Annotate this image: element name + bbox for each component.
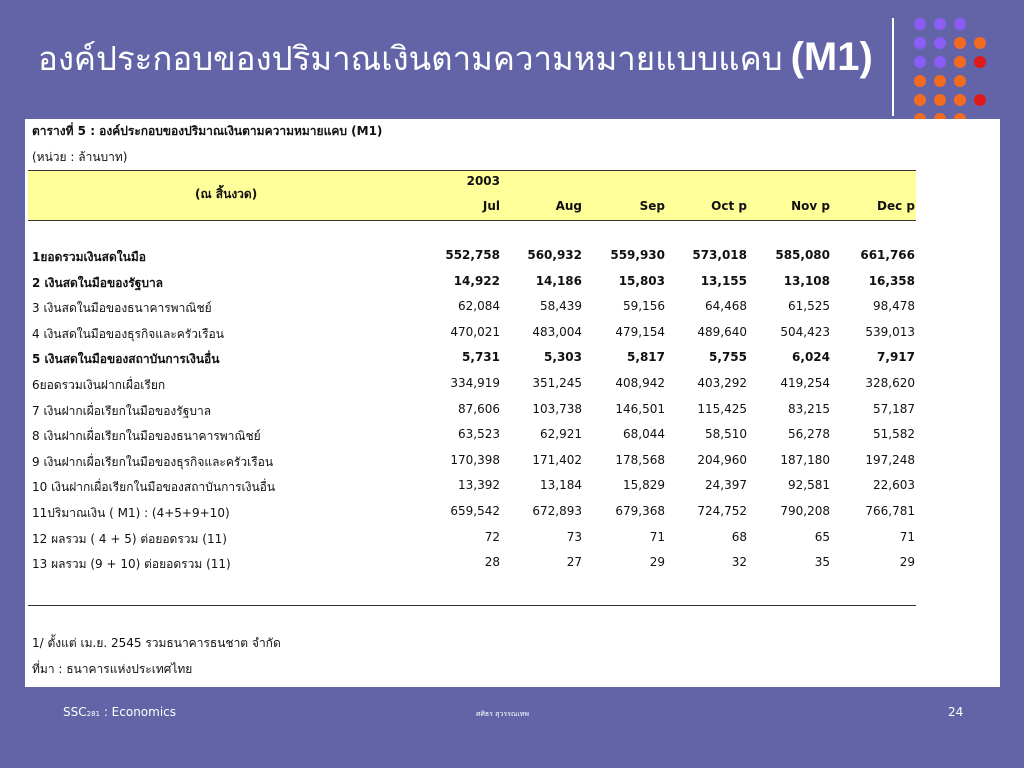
row-value: 419,254	[780, 376, 830, 390]
row-value: 62,084	[458, 299, 500, 314]
course-suffix: : Economics	[100, 705, 177, 719]
row-value: 13,108	[783, 273, 830, 288]
row-value: 5,755	[709, 350, 747, 365]
decorative-dot	[914, 75, 926, 87]
row-value: 22,603	[873, 478, 915, 493]
month-header: Sep	[639, 199, 665, 213]
row-value: 7,917	[877, 350, 915, 365]
row-label: 5 เงินสดในมือของสถาบันการเงินอื่น	[32, 352, 220, 367]
row-value: 479,154	[615, 324, 665, 339]
row-value: 16,358	[868, 273, 915, 288]
row-value: 559,930	[610, 248, 665, 262]
row-value: 56,278	[788, 427, 830, 442]
date-header: (ณ สิ้นงวด)	[195, 187, 258, 201]
dot-grid-decoration	[914, 18, 1010, 122]
row-value: 766,781	[865, 504, 915, 518]
decorative-dot	[954, 56, 966, 68]
row-value: 13,155	[700, 273, 747, 288]
row-value: 87,606	[458, 401, 500, 416]
row-value: 672,893	[532, 504, 582, 518]
row-value: 171,402	[532, 452, 582, 467]
table-row	[25, 272, 925, 294]
title-code: (M1)	[790, 35, 873, 79]
table-row	[25, 553, 925, 575]
table-row	[25, 425, 925, 447]
row-value: 489,640	[697, 324, 747, 339]
decorative-dot	[954, 37, 966, 49]
row-value: 334,919	[450, 376, 500, 390]
table-row	[25, 528, 925, 550]
title-divider-line	[892, 18, 894, 116]
row-value: 32	[731, 555, 747, 570]
decorative-dot	[954, 18, 966, 30]
row-value: 351,245	[532, 376, 582, 390]
row-value: 62,921	[540, 427, 582, 442]
decorative-dot	[974, 94, 986, 106]
row-value: 552,758	[445, 248, 500, 262]
row-value: 204,960	[697, 452, 747, 467]
row-value: 661,766	[860, 248, 915, 262]
table-row	[25, 374, 925, 396]
decorative-dot	[914, 37, 926, 49]
row-value: 58,510	[705, 427, 747, 442]
row-value: 73	[566, 529, 582, 544]
decorative-dot	[934, 56, 946, 68]
row-value: 13,392	[458, 478, 500, 493]
decorative-dot	[954, 94, 966, 106]
row-value: 83,215	[788, 401, 830, 416]
row-value: 29	[649, 555, 665, 570]
row-value: 92,581	[788, 478, 830, 493]
decorative-dot	[974, 56, 986, 68]
row-value: 539,013	[865, 324, 915, 339]
table-title: ตารางที่ 5 : องค์ประกอบของปริมาณเงินตามความหมายแคบ (M1)	[32, 124, 383, 138]
row-value: 28	[484, 555, 500, 570]
row-value: 115,425	[697, 401, 747, 416]
row-value: 5,817	[627, 350, 665, 365]
row-value: 65	[814, 529, 830, 544]
decorative-dot	[914, 18, 926, 30]
row-value: 483,004	[532, 324, 582, 339]
row-value: 178,568	[615, 452, 665, 467]
table-row	[25, 323, 925, 345]
month-header: Dec p	[877, 199, 915, 213]
decorative-dot	[914, 56, 926, 68]
row-value: 51,582	[873, 427, 915, 442]
month-header: Aug	[555, 199, 582, 213]
row-label: 10 เงินฝากเผื่อเรียกในมือของสถาบันการเงินอื่น	[32, 480, 276, 495]
row-value: 68	[731, 529, 747, 544]
row-value: 659,542	[450, 504, 500, 518]
table-bottom-rule	[28, 605, 916, 606]
table-image-panel	[25, 119, 1000, 687]
row-value: 58,439	[540, 299, 582, 314]
course-number: 281	[86, 710, 100, 718]
row-value: 6,024	[792, 350, 830, 365]
row-value: 197,248	[865, 452, 915, 467]
table-row	[25, 502, 925, 524]
row-value: 14,186	[535, 273, 582, 288]
row-value: 72	[484, 529, 500, 544]
row-label: 13 ผลรวม (9 + 10) ต่อยอดรวม (11)	[32, 557, 231, 572]
row-value: 504,423	[780, 324, 830, 339]
row-value: 63,523	[458, 427, 500, 442]
row-value: 560,932	[527, 248, 582, 262]
month-header: Jul	[482, 199, 500, 213]
table-row	[25, 476, 925, 498]
table-unit: (หน่วย : ล้านบาท)	[32, 150, 128, 164]
row-value: 146,501	[615, 401, 665, 416]
row-value: 35	[814, 555, 830, 570]
row-value: 71	[649, 529, 665, 544]
row-value: 573,018	[692, 248, 747, 262]
year-header: 2003	[466, 174, 500, 188]
slide-title	[38, 32, 873, 85]
row-value: 59,156	[623, 299, 665, 314]
row-value: 790,208	[780, 504, 830, 518]
row-value: 61,525	[788, 299, 830, 314]
decorative-dot	[934, 94, 946, 106]
row-label: 11ปริมาณเงิน ( M1) : (4+5+9+10)	[32, 506, 230, 520]
row-value: 13,184	[540, 478, 582, 493]
month-header: Oct p	[711, 199, 747, 213]
month-header: Nov p	[791, 199, 830, 213]
row-value: 679,368	[615, 504, 665, 518]
table-row	[25, 246, 925, 268]
row-value: 14,922	[453, 273, 500, 288]
table-row	[25, 451, 925, 473]
row-value: 15,829	[623, 478, 665, 493]
row-value: 71	[899, 529, 915, 544]
row-label: 8 เงินฝากเผื่อเรียกในมือของธนาคารพาณิชย์	[32, 429, 261, 444]
source-note: ที่มา : ธนาคารแห่งประเทศไทย	[32, 662, 193, 676]
table-row	[25, 348, 925, 370]
decorative-dot	[934, 18, 946, 30]
row-value: 187,180	[780, 452, 830, 467]
decorative-dot	[954, 75, 966, 87]
row-value: 68,044	[623, 427, 665, 442]
course-label	[63, 705, 176, 719]
row-value: 98,478	[873, 299, 915, 314]
row-value: 64,468	[705, 299, 747, 314]
row-value: 5,303	[544, 350, 582, 365]
row-value: 470,021	[450, 324, 500, 339]
row-value: 403,292	[697, 376, 747, 390]
page-number: 24	[948, 705, 964, 719]
footnote: 1/ ตั้งแต่ เม.ย. 2545 รวมธนาคารธนชาต จำกัด	[32, 636, 281, 650]
row-value: 27	[566, 555, 582, 570]
decorative-dot	[914, 94, 926, 106]
course-prefix: SSC	[63, 705, 87, 719]
author-name: ศศิธร สุวรรณเทพ	[476, 710, 529, 718]
row-label: 9 เงินฝากเผื่อเรียกในมือของธุรกิจและครัวเรือน	[32, 454, 274, 469]
row-value: 29	[899, 555, 915, 570]
row-value: 724,752	[697, 504, 747, 518]
row-value: 170,398	[450, 452, 500, 467]
header-top-rule	[28, 170, 916, 171]
row-value: 15,803	[618, 273, 665, 288]
row-value: 408,942	[615, 376, 665, 390]
header-bottom-rule	[28, 220, 916, 221]
row-value: 328,620	[865, 376, 915, 390]
row-value: 5,731	[462, 350, 500, 365]
row-value: 24,397	[705, 478, 747, 493]
decorative-dot	[934, 75, 946, 87]
table-row	[25, 400, 925, 422]
row-label: 7 เงินฝากเผื่อเรียกในมือของรัฐบาล	[32, 403, 212, 418]
row-label: 12 ผลรวม ( 4 + 5) ต่อยอดรวม (11)	[32, 531, 227, 546]
row-value: 585,080	[775, 248, 830, 262]
row-label: 3 เงินสดในมือของธนาคารพาณิชย์	[32, 301, 212, 316]
title-text: องค์ประกอบของปริมาณเงินตามความหมายแบบแคบ	[38, 39, 783, 78]
row-value: 103,738	[532, 401, 582, 416]
row-value: 57,187	[873, 401, 915, 416]
table-row	[25, 297, 925, 319]
decorative-dot	[934, 37, 946, 49]
row-label: 1ยอดรวมเงินสดในมือ	[32, 250, 146, 264]
row-label: 2 เงินสดในมือของรัฐบาล	[32, 275, 164, 290]
decorative-dot	[974, 37, 986, 49]
row-label: 4 เงินสดในมือของธุรกิจและครัวเรือน	[32, 326, 224, 341]
row-label: 6ยอดรวมเงินฝากเผื่อเรียก	[32, 378, 166, 392]
